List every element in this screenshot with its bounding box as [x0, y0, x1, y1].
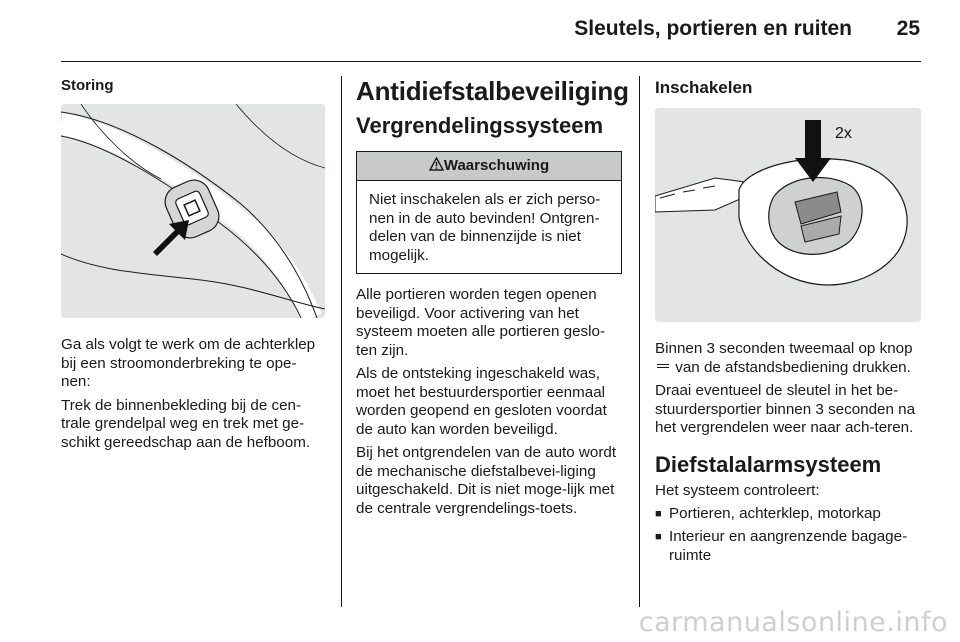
- lock-button-icon: [657, 364, 669, 368]
- warning-header: [357, 152, 621, 181]
- storing-paragraph-1: Ga als volgt te werk om de achterklep bij een stroomonderbreking te ope-nen:: [61, 336, 316, 390]
- header-rule: [61, 61, 921, 62]
- list-item-text: Portieren, achterklep, motorkap: [669, 505, 881, 522]
- inschakelen-paragraph-2: Draai eventueel de sleutel in het be-stuurdersportier binnen 3 seconden na het vergrendelen weer naar ach-teren.: [655, 382, 916, 436]
- warning-triangle-icon: [429, 157, 444, 171]
- warning-text: Niet inschakelen als er zich perso-nen in de auto bevinden! Ontgren-delen van de binnenzijde is niet mogelijk.: [369, 191, 601, 264]
- subsection-heading-vergrendeling: Vergrendelingssysteem: [356, 113, 604, 138]
- bullet-icon: ■: [655, 508, 662, 520]
- section-heading-inschakelen: Inschakelen: [655, 78, 753, 97]
- section-heading-diefstalalarm: Diefstalalarmsysteem: [655, 451, 882, 477]
- column-2: [356, 72, 629, 523]
- storing-paragraph-2: Trek de binnenbekleding bij de cen-trale grendelpal weg en trek met ge-schikt gereedschap aan de hefboom.: [61, 396, 311, 451]
- section-heading-antidiefstal: Antidiefstalbeveiliging: [356, 76, 629, 106]
- inschakelen-text-before-icon: Binnen 3 seconden tweemaal op knop: [655, 340, 913, 357]
- column-divider-1: [341, 76, 342, 607]
- alarm-paragraph: Het systeem controleert:: [655, 481, 820, 499]
- page-number: 25: [896, 17, 920, 40]
- column-1: [61, 72, 325, 457]
- inschakelen-text-after-icon: van de afstandsbediening drukken.: [675, 358, 911, 376]
- vergrendeling-paragraph-2: Als de ontsteking ingeschakeld was, moet het bestuurdersportier eenmaal worden geopend en gesloten voordat de auto kan worden beveiligd.: [356, 365, 607, 438]
- tailgate-lever-illustration: [61, 104, 325, 318]
- vergrendeling-paragraph-3: Bij het ontgrendelen van de auto wordt de mechanische diefstalbevei-liging uitgeschakeld. Dit is niet moge-lijk met de centrale vergrendelings-toets.: [356, 444, 617, 517]
- list-item-text: Interieur en aangrenzende bagage-ruimte: [669, 528, 908, 564]
- vergrendeling-paragraph-1: Alle portieren worden tegen openen beveiligd. Voor activering van het systeem moeten alle portieren geslo-ten zijn.: [356, 286, 606, 359]
- list-item: [655, 528, 923, 565]
- figure-label-2x: 2x: [835, 125, 852, 142]
- warning-box: [356, 151, 622, 274]
- bullet-icon: ■: [655, 531, 662, 543]
- header-title: Sleutels, portieren en ruiten: [574, 17, 852, 40]
- warning-title: Waarschuwing: [443, 157, 550, 174]
- watermark: carmanualsonline.info: [638, 607, 948, 638]
- remote-key-illustration: [655, 108, 921, 322]
- column-divider-2: [639, 76, 640, 607]
- section-heading-storing: Storing: [61, 77, 114, 94]
- list-item: [655, 505, 923, 524]
- column-3: [655, 72, 923, 569]
- warning-body: [357, 181, 621, 273]
- inschakelen-paragraph-1: [655, 340, 923, 377]
